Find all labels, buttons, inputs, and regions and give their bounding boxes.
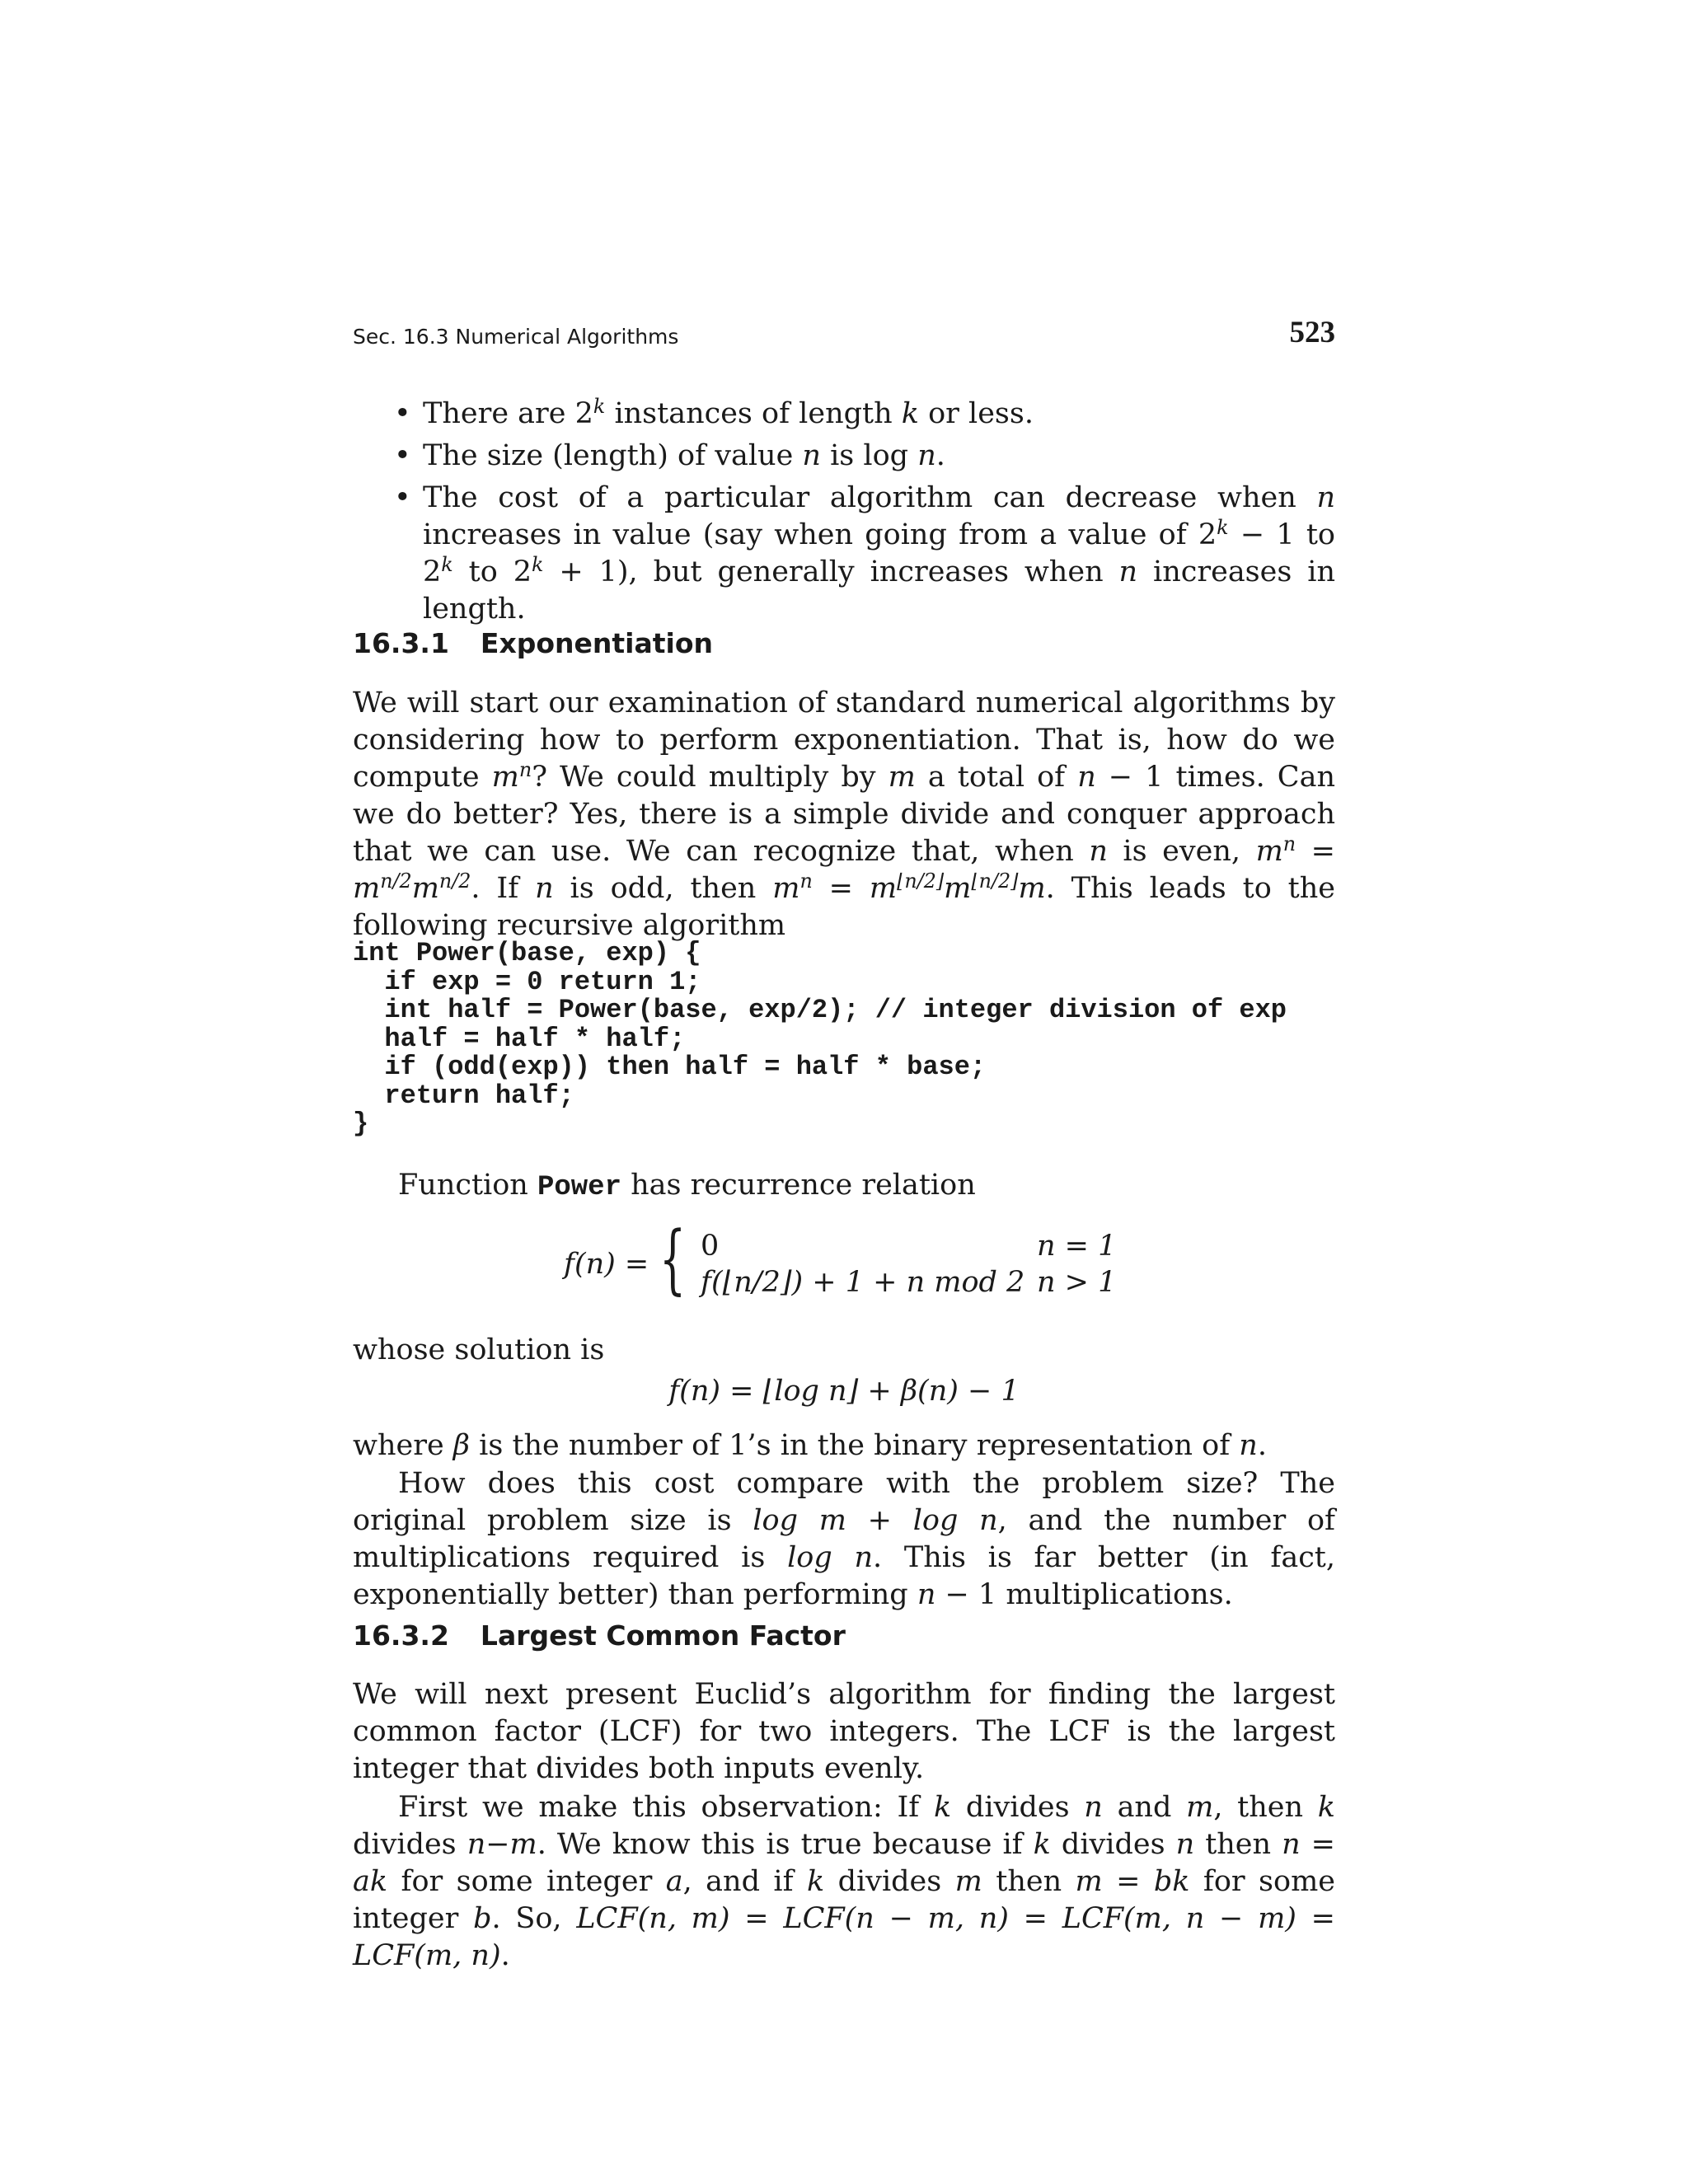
paragraph-whose: whose solution is [353, 1333, 605, 1366]
equation-solution: f(n) = ⌊log n⌋ + β(n) − 1 [668, 1375, 1020, 1408]
paragraph-beta: where β is the number of 1’s in the binary representation of n. [353, 1429, 1267, 1462]
bullet-item: • There are 2$^k$ instances of length k or less. [353, 396, 1335, 433]
bullet-item: • The size (length) of value n is log n. [353, 438, 1335, 475]
code-line: if exp = 0 return 1; [353, 966, 701, 997]
paragraph-lcf-intro: We will next present Euclid’s algorithm for finding the largest common factor (LCF) for two integers. The LCF is the largest integer that divides both inputs evenly. [353, 1678, 1335, 1785]
section-running-title: Sec. 16.3 Numerical Algorithms [353, 325, 679, 349]
paragraph-cost-compare: How does this cost compare with the problem size? The original problem size is log m + log n, and the number of multiplications required is log n. This is far better (in fact, exponentially better) than performing n − 1 multiplications. [353, 1467, 1335, 1611]
equation-recurrence: f(n) = { 0 n = 1 f(⌊n/2⌋) + 1 + n mod 2 n > 1 [564, 1215, 1117, 1303]
section-heading-exponentiation: 16.3.1 Exponentiation [353, 627, 714, 659]
code-line: } [353, 1108, 369, 1139]
code-line: int half = Power(base, exp/2); // integer division of exp [353, 995, 1287, 1025]
code-listing-power [353, 940, 1335, 1139]
code-line: return half; [353, 1080, 574, 1111]
code-line: if (odd(exp)) then half = half * base; [353, 1052, 987, 1082]
running-header [353, 315, 1335, 356]
paragraph-exponentiation-intro: We will start our examination of standard numerical algorithms by considering how to perform exponentiation. That is, how do we compute $m^n$? We could multiply by m a total of n − 1 times. Can we do better? Yes, there is a simple divide and conquer approach that we can use. We can recognize that, when n is even, $m^n = m^{n/2}m^{n/2}$. If n is odd, then $m^n = m^{⌊n/2⌋}m^{⌊n/2⌋}m$. This leads to the following recursive algorithm [353, 687, 1335, 942]
code-line: half = half * half; [353, 1023, 686, 1054]
section-heading-lcf: 16.3.2 Largest Common Factor [353, 1619, 846, 1652]
page-number: 523 [1289, 316, 1335, 349]
paragraph-lcf-observation: First we make this observation: If k divides n and m, then k divides n−m. We know this is true because if k divides n then n = ak for some integer a, and if k divides m then m = bk for some integer b. So, LCF(n, m) = LCF(n − m, n) = LCF(m, n − m) = LCF(m, n). [353, 1791, 1335, 1972]
code-line: int Power(base, exp) { [353, 938, 701, 968]
bullet-list [353, 396, 1335, 628]
paragraph-recurrence-intro: Function Power has recurrence relation [398, 1169, 976, 1203]
bullet-item: • The cost of a particular algorithm can decrease when n increases in value (say when going from a value of $2^k - 1$ to 2$^k$ to $2^k + 1$), but generally increases when n increases in length. [353, 480, 1335, 628]
